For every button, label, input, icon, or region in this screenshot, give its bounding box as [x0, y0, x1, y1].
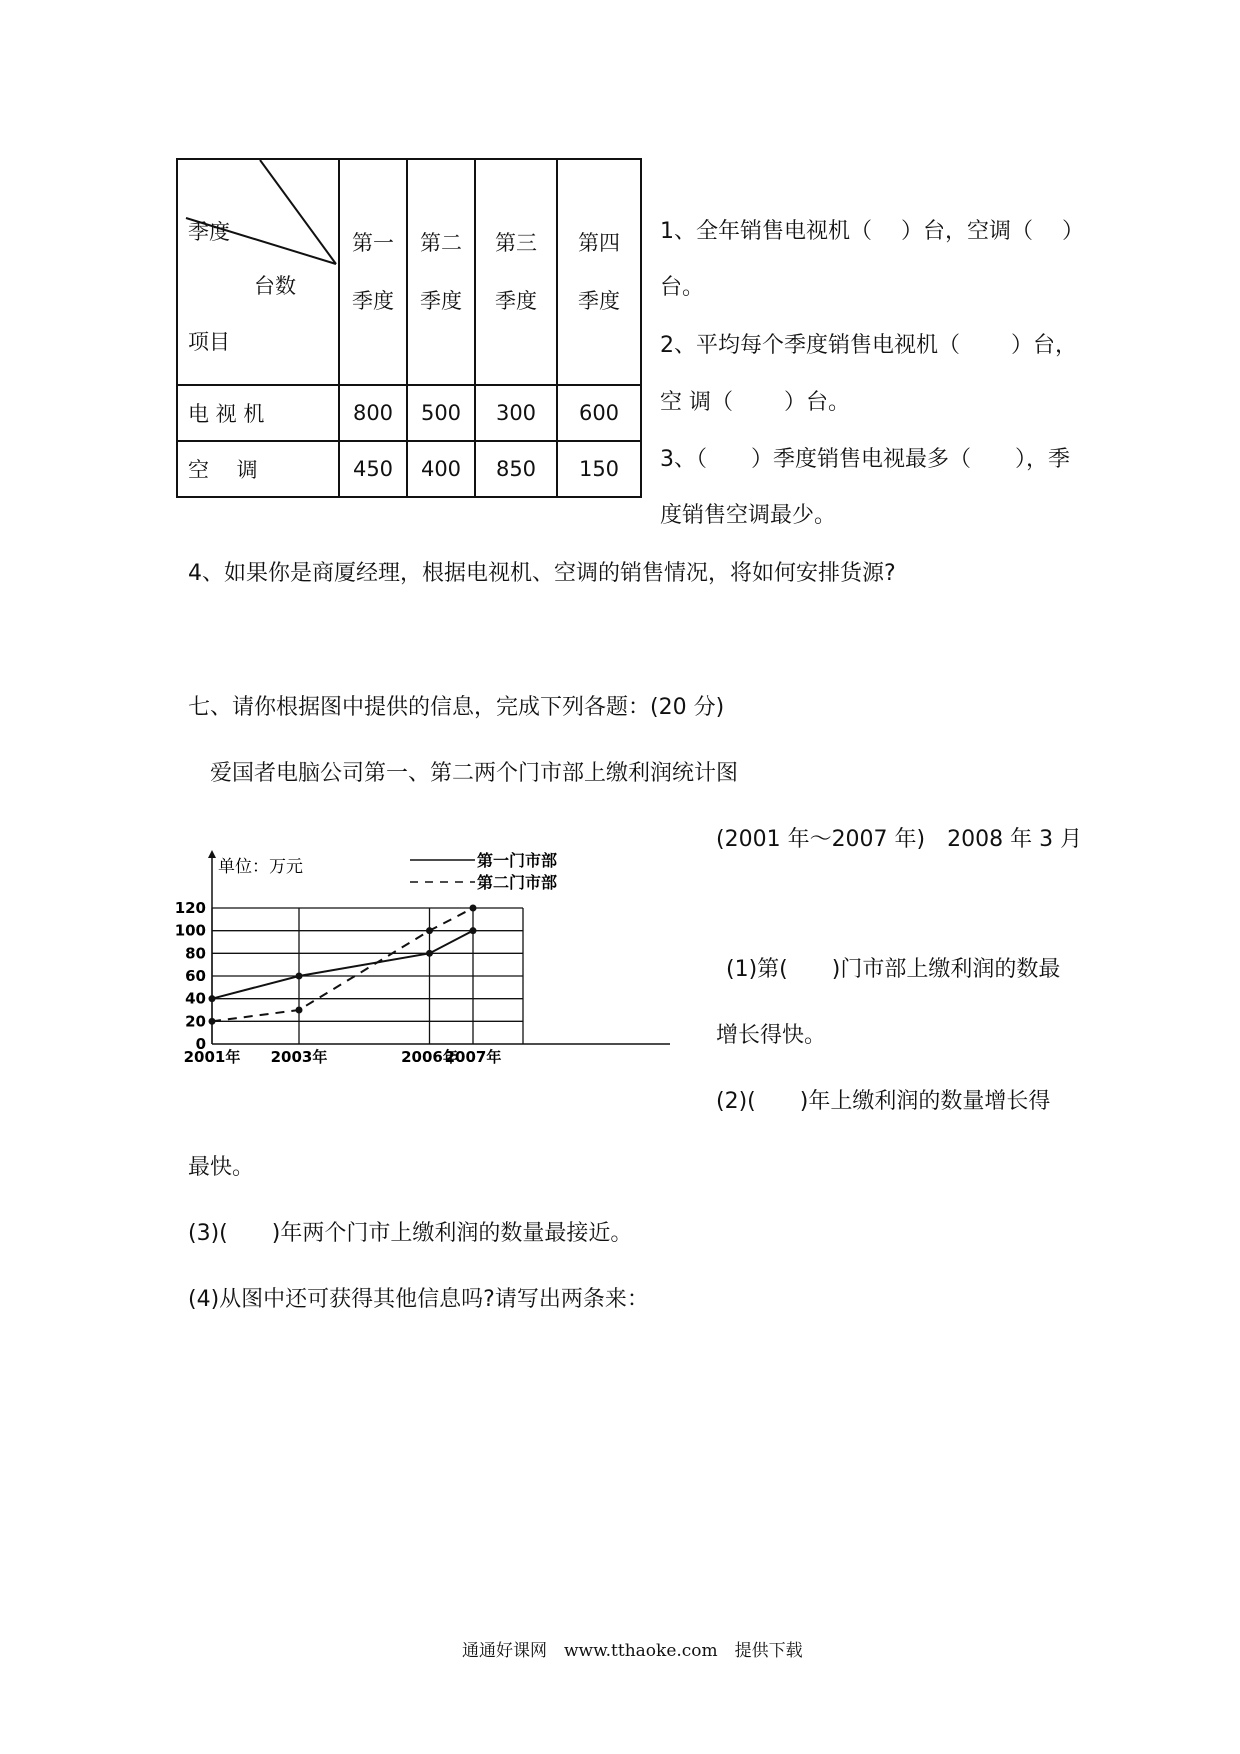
series-line — [212, 908, 473, 1021]
data-point — [470, 927, 477, 934]
series-line — [212, 931, 473, 999]
data-point — [470, 905, 477, 912]
q2-line1: 2、平均每个季度销售电视机（ ）台， — [660, 333, 1077, 358]
table-cell: 850 — [475, 441, 557, 497]
corner-count-label: 台数 — [254, 274, 296, 298]
table-cell: 300 — [475, 385, 557, 441]
y-axis-arrow — [208, 850, 216, 858]
data-point — [296, 973, 303, 980]
legend-label: 第二门市部 — [477, 873, 558, 892]
table-cell: 150 — [557, 441, 641, 497]
x-tick-label: 2001年 — [183, 1048, 241, 1066]
sales-table — [176, 158, 642, 498]
s7-q1-line1: (1)第( )门市部上缴利润的数最 — [726, 957, 1061, 982]
header-q4: 第四 季度 — [557, 159, 641, 385]
q4-text: 4、如果你是商厦经理，根据电视机、空调的销售情况，将如何安排货源? — [188, 561, 896, 586]
corner-item-label: 项目 — [188, 330, 230, 354]
unit-label: 单位：万元 — [218, 857, 303, 877]
y-tick-label: 20 — [185, 1012, 206, 1031]
table-cell: 400 — [407, 441, 475, 497]
data-point — [209, 995, 216, 1002]
section7-heading: 七、请你根据图中提供的信息，完成下列各题：(20 分) — [188, 695, 725, 720]
table-cell: 500 — [407, 385, 475, 441]
s7-q4: (4)从图中还可获得其他信息吗?请写出两条来： — [188, 1287, 649, 1312]
footer-credit: 通通好课网 www.tthaoke.com 提供下载 — [462, 1641, 803, 1661]
data-point — [426, 927, 433, 934]
table-cell: 800 — [339, 385, 407, 441]
chart-title: 爱国者电脑公司第一、第二两个门市部上缴利润统计图 — [210, 761, 739, 786]
q1-line1: 1、全年销售电视机（ ）台，空调（ ） — [660, 219, 1084, 244]
table-row-tv — [177, 385, 641, 441]
s7-q2-line1: (2)( )年上缴利润的数量增长得 — [716, 1089, 1051, 1114]
s7-q1-line2: 增长得快。 — [716, 1023, 827, 1048]
q1-line2: 台。 — [660, 275, 705, 300]
s7-q2-line2: 最快。 — [188, 1155, 255, 1180]
data-point — [209, 1018, 216, 1025]
header-q2: 第二 季度 — [407, 159, 475, 385]
y-tick-label: 40 — [185, 989, 206, 1008]
table-cell: 450 — [339, 441, 407, 497]
y-tick-label: 120 — [174, 899, 206, 917]
table-cell: 600 — [557, 385, 641, 441]
corner-season-label: 季度 — [188, 220, 230, 244]
s7-q3: (3)( )年两个门市上缴利润的数量最接近。 — [188, 1221, 633, 1246]
x-tick-label: 2007年 — [444, 1048, 502, 1066]
y-tick-label: 80 — [185, 944, 206, 963]
profit-line-chart — [170, 840, 670, 1090]
header-q3: 第三 季度 — [475, 159, 557, 385]
data-point — [296, 1007, 303, 1014]
y-tick-label: 60 — [185, 967, 206, 985]
date-range: (2001 年～2007 年) 2008 年 3 月 — [716, 827, 1083, 852]
y-tick-label: 0 — [195, 1035, 206, 1053]
header-q1: 第一 季度 — [339, 159, 407, 385]
row-label: 电 视 机 — [177, 385, 339, 441]
data-point — [426, 950, 433, 957]
legend-label: 第一门市部 — [477, 851, 558, 870]
x-tick-label: 2006年 — [401, 1048, 458, 1066]
table-corner-cell — [177, 159, 339, 385]
x-tick-label: 2003年 — [270, 1048, 328, 1066]
q2-line2: 空 调（ ）台。 — [660, 390, 850, 415]
q3-line2: 度销售空调最少。 — [660, 503, 837, 528]
q3-line1: 3、（ ）季度销售电视最多（ ），季 — [660, 447, 1070, 472]
y-tick-label: 100 — [174, 921, 206, 940]
row-label: 空 调 — [177, 441, 339, 497]
table-row-ac — [177, 441, 641, 497]
